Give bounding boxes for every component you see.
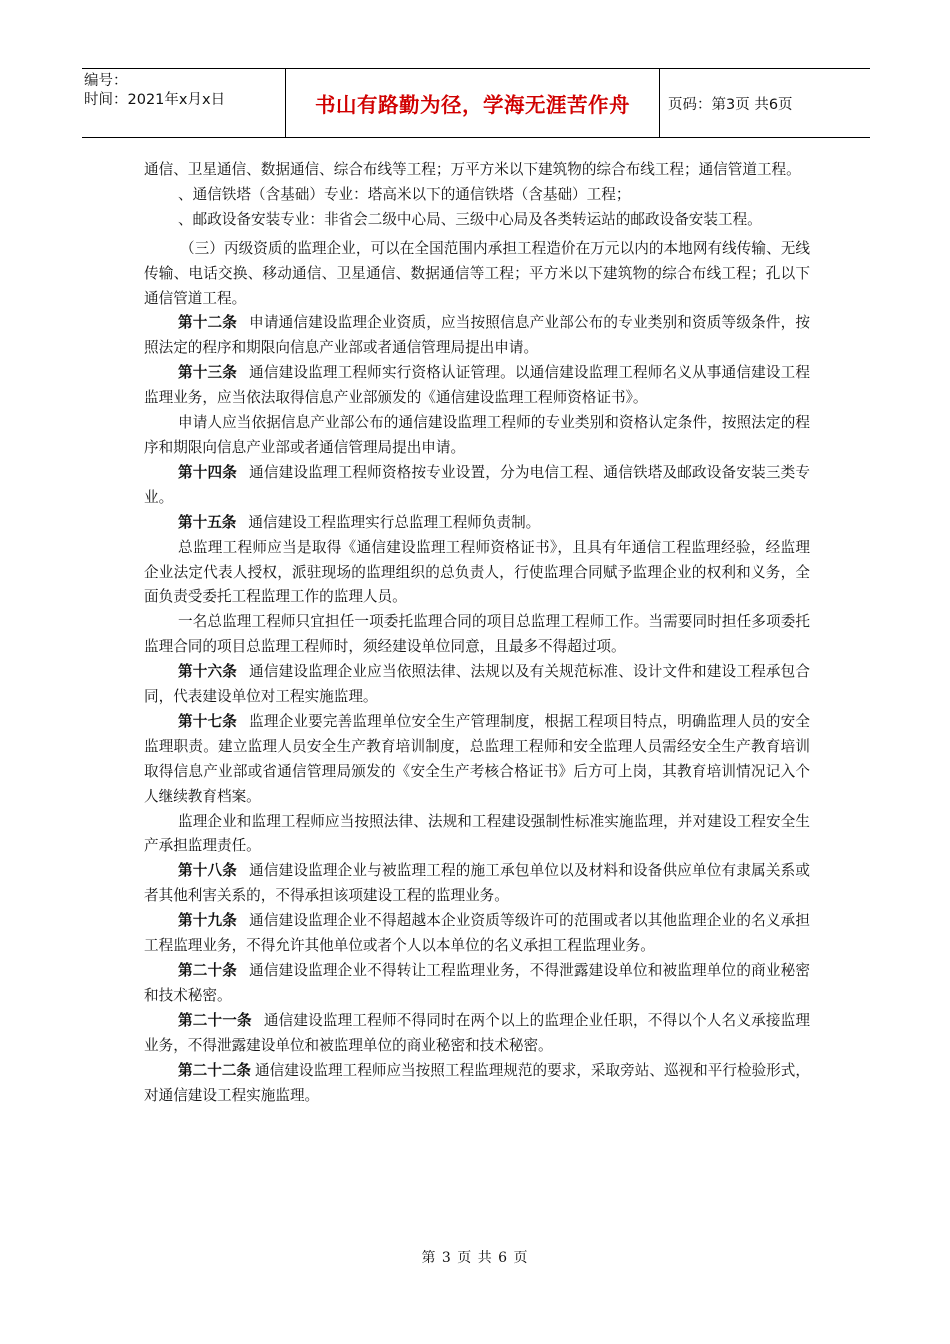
header-meta [82,69,286,137]
article-heading: 第十五条 [178,513,237,531]
article-paragraph: 第十六条 通信建设监理企业应当依照法律、法规以及有关规范标准、设计文件和建设工程承包合同，代表建设单位对工程实施监理。 [144,663,810,706]
page-header [82,68,870,138]
article-paragraph: 第十三条 通信建设监理工程师实行资格认证管理。以通信建设监理工程师名义从事通信建设工程监理业务，应当依法取得信息产业部颁发的《通信建设监理工程师资格证书》。 [144,364,810,407]
article-heading: 第十六条 [178,663,238,681]
paragraph: 通信、卫星通信、数据通信、综合布线等工程；万平方米以下建筑物的综合布线工程；通信管道工程。 [144,161,801,178]
header-page-label: 页码：第3页 共6页 [668,96,793,113]
paragraph: 总监理工程师应当是取得《通信建设监理工程师资格证书》，且具有年通信工程监理经验，经监理企业法定代表人授权，派驻现场的监理组织的总负责人，行使监理合同赋予监理企业的权利和义务，全面负责受委托工程监理工作的监理人员。 [144,538,810,606]
page-footer: 第 3 页 共 6 页 [421,1250,529,1266]
article-paragraph: 第二十二条 通信建设监理工程师应当按照工程监理规范的要求，采取旁站、巡视和平行检验形式，对通信建设工程实施监理。 [144,1061,810,1104]
article-heading: 第二十一条 [178,1011,252,1029]
number-label: 编号： [84,73,128,89]
paragraph: 监理企业和监理工程师应当按照法律、法规和工程建设强制性标准实施监理，并对建设工程安全生产承担监理责任。 [144,812,810,855]
paragraph: 一名总监理工程师只宜担任一项委托监理合同的项目总监理工程师工作。当需要同时担任多项委托监理合同的项目总监理工程师时，须经建设单位同意，且最多不得超过项。 [144,613,810,656]
paragraph: 、通信铁塔（含基础）专业：塔高米以下的通信铁塔（含基础）工程； [178,185,631,203]
article-heading: 第二十条 [178,962,238,979]
article-paragraph: 第二十一条 通信建设监理工程师不得同时在两个以上的监理企业任职，不得以个人名义承接监理业务，不得泄露建设单位和被监理单位的商业秘密和技术秘密。 [144,1011,810,1054]
date-label: 时间：2021年x月x日 [84,92,226,108]
article-heading: 第十九条 [178,912,238,930]
article-paragraph: 第十七条 监理企业要完善监理单位安全生产管理制度，根据工程项目特点，明确监理人员的安全监理职责。建立监理人员安全生产教育培训制度，总监理工程师和安全监理人员需经安全生产教育培训取得信息产业部或省通信管理局颁发的《安全生产考核合格证书》后方可上岗，其教育培训情况记入个人继续教育档案。 [144,712,810,805]
paragraph: （三）丙级资质的监理企业，可以在全国范围内承担工程造价在万元以内的本地网有线传输、无线传输、电话交换、移动通信、卫星通信、数据通信等工程；平方米以下建筑物的综合布线工程；孔以下通信管道工程。 [144,239,810,307]
article-paragraph: 第二十条 通信建设监理企业不得转让工程监理业务，不得泄露建设单位和被监理单位的商业秘密和技术秘密。 [144,962,810,1004]
article-heading: 第二十二条 [178,1061,252,1079]
article-paragraph: 第十二条 申请通信建设监理企业资质，应当按照信息产业部公布的专业类别和资质等级条件，按照法定的程序和期限向信息产业部或者通信管理局提出申请。 [144,314,810,357]
article-paragraph: 第十八条 通信建设监理企业与被监理工程的施工承包单位以及材料和设备供应单位有隶属关系或者其他利害关系的，不得承担该项建设工程的监理业务。 [144,862,810,905]
document-body [144,158,810,1108]
article-paragraph: 第十四条 通信建设监理工程师资格按专业设置，分为电信工程、通信铁塔及邮政设备安装三类专业。 [144,463,810,506]
article-heading: 第十八条 [178,862,238,880]
article-paragraph: 第十五条 通信建设工程监理实行总监理工程师负责制。 [178,513,541,531]
article-heading: 第十七条 [178,712,238,730]
article-heading: 第十三条 [178,364,238,382]
article-paragraph: 第十九条 通信建设监理企业不得超越本企业资质等级许可的范围或者以其他监理企业的名义承担工程监理业务，不得允许其他单位或者个人以本单位的名义承担工程监理业务。 [144,912,810,955]
paragraph: 申请人应当依据信息产业部公布的通信建设监理工程师的专业类别和资格认定条件，按照法定的程序和期限向信息产业部或者通信管理局提出申请。 [144,414,810,456]
header-motto: 书山有路勤为径，学海无涯苦作舟 [286,69,660,137]
article-heading: 第十二条 [178,314,238,332]
paragraph: 、邮政设备安装专业：非省会二级中心局、三级中心局及各类转运站的邮政设备安装工程。 [178,210,762,228]
article-heading: 第十四条 [178,463,238,481]
